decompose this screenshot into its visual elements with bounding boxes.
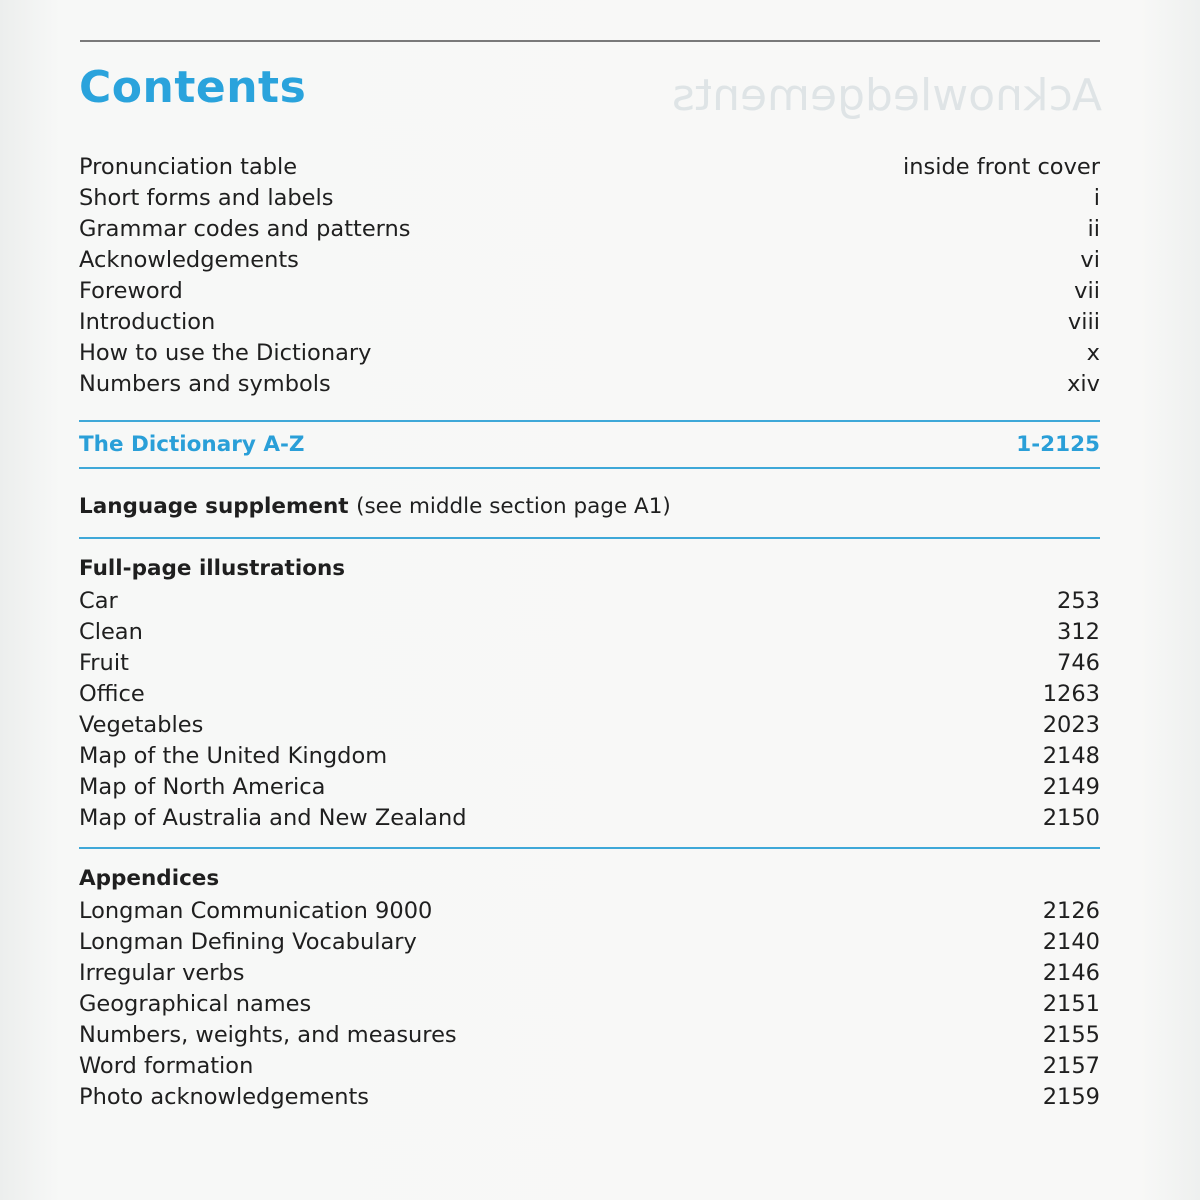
toc-entry-page: inside front cover <box>903 154 1100 180</box>
toc-entry-label: Geographical names <box>79 991 312 1017</box>
toc-entry-page: 312 <box>1057 619 1100 645</box>
toc-entry-label: Introduction <box>79 309 216 335</box>
toc-entry-page: x <box>1086 340 1100 366</box>
toc-entry-fruit[interactable] <box>79 648 1100 678</box>
toc-entry-defining-vocabulary[interactable] <box>79 927 1100 957</box>
toc-entry-communication-9000[interactable] <box>79 896 1100 926</box>
toc-entry-map-north-america[interactable] <box>79 772 1100 802</box>
show-through-heading: Acknowledgements <box>672 70 1103 121</box>
toc-entry-page: 2150 <box>1042 805 1100 831</box>
section-rule <box>79 847 1100 849</box>
toc-entry-page: 253 <box>1057 588 1100 614</box>
page-title: Contents <box>79 62 307 113</box>
toc-entry-page: 2126 <box>1042 898 1100 924</box>
toc-entry-label: Word formation <box>79 1053 254 1079</box>
toc-entry-label: Clean <box>79 619 143 645</box>
toc-entry-pronunciation-table[interactable] <box>79 152 1100 182</box>
toc-entry-foreword[interactable] <box>79 276 1100 306</box>
toc-entry-label: Office <box>79 681 145 707</box>
toc-entry-page: xiv <box>1067 371 1100 397</box>
top-rule <box>80 40 1100 42</box>
toc-entry-language-supplement[interactable] <box>79 492 671 522</box>
toc-entry-label: Foreword <box>79 278 183 304</box>
toc-entry-page: 2023 <box>1042 712 1100 738</box>
toc-entry-short-forms[interactable] <box>79 183 1100 213</box>
toc-entry-page: 2146 <box>1042 960 1100 986</box>
toc-entry-map-uk[interactable] <box>79 741 1100 771</box>
toc-entry-map-australia-nz[interactable] <box>79 803 1100 833</box>
toc-entry-page: viii <box>1067 309 1100 335</box>
toc-entry-label: Map of Australia and New Zealand <box>79 805 467 831</box>
toc-entry-geographical-names[interactable] <box>79 989 1100 1019</box>
toc-entry-note: (see middle section page A1) <box>356 494 671 519</box>
section-heading-appendices: Appendices <box>79 866 220 891</box>
toc-entry-label: Vegetables <box>79 712 204 738</box>
toc-entry-label: How to use the Dictionary <box>79 340 372 366</box>
section-rule <box>79 420 1100 422</box>
toc-entry-page: 2149 <box>1042 774 1100 800</box>
toc-entry-label: Numbers, weights, and measures <box>79 1022 457 1048</box>
toc-entry-car[interactable] <box>79 586 1100 616</box>
toc-entry-clean[interactable] <box>79 617 1100 647</box>
toc-entry-vegetables[interactable] <box>79 710 1100 740</box>
toc-entry-label: Longman Defining Vocabulary <box>79 929 417 955</box>
toc-entry-numbers-weights[interactable] <box>79 1020 1100 1050</box>
toc-entry-word-formation[interactable] <box>79 1051 1100 1081</box>
toc-entry-page: 2157 <box>1042 1053 1100 1079</box>
toc-entry-page: 2148 <box>1042 743 1100 769</box>
toc-entry-label: Language supplement <box>79 494 349 519</box>
toc-entry-label: Short forms and labels <box>79 185 334 211</box>
toc-entry-page: 2151 <box>1042 991 1100 1017</box>
toc-entry-label: Map of the United Kingdom <box>79 743 388 769</box>
toc-entry-page: 2155 <box>1042 1022 1100 1048</box>
toc-entry-page: 2159 <box>1042 1084 1100 1110</box>
toc-entry-photo-acknowledgements[interactable] <box>79 1082 1100 1112</box>
section-rule <box>79 467 1100 469</box>
section-rule <box>79 537 1100 539</box>
toc-entry-numbers-symbols[interactable] <box>79 369 1100 399</box>
toc-entry-label: Longman Communication 9000 <box>79 898 433 924</box>
toc-entry-label: Pronunciation table <box>79 154 298 180</box>
toc-entry-label: Fruit <box>79 650 129 676</box>
toc-entry-label: Map of North America <box>79 774 326 800</box>
toc-entry-irregular-verbs[interactable] <box>79 958 1100 988</box>
toc-entry-label: Car <box>79 588 118 614</box>
toc-entry-label: Irregular verbs <box>79 960 245 986</box>
toc-entry-page: 2140 <box>1042 929 1100 955</box>
toc-entry-page: ii <box>1087 216 1100 242</box>
toc-entry-label: Photo acknowledgements <box>79 1084 370 1110</box>
toc-entry-page: vii <box>1074 278 1100 304</box>
toc-entry-page: 1-2125 <box>1016 432 1100 457</box>
toc-entry-label: Acknowledgements <box>79 247 299 273</box>
toc-entry-page: 1263 <box>1042 681 1100 707</box>
toc-entry-label: Grammar codes and patterns <box>79 216 411 242</box>
toc-entry-label: Numbers and symbols <box>79 371 331 397</box>
toc-entry-acknowledgements[interactable] <box>79 245 1100 275</box>
toc-entry-page: i <box>1093 185 1100 211</box>
toc-entry-dictionary-a-z[interactable] <box>79 430 1100 460</box>
toc-entry-page: 746 <box>1057 650 1100 676</box>
toc-entry-office[interactable] <box>79 679 1100 709</box>
toc-entry-label: The Dictionary A-Z <box>79 432 305 457</box>
toc-entry-grammar-codes[interactable] <box>79 214 1100 244</box>
section-heading-illustrations: Full-page illustrations <box>79 556 346 581</box>
toc-entry-how-to-use[interactable] <box>79 338 1100 368</box>
toc-entry-introduction[interactable] <box>79 307 1100 337</box>
toc-entry-page: vi <box>1080 247 1100 273</box>
